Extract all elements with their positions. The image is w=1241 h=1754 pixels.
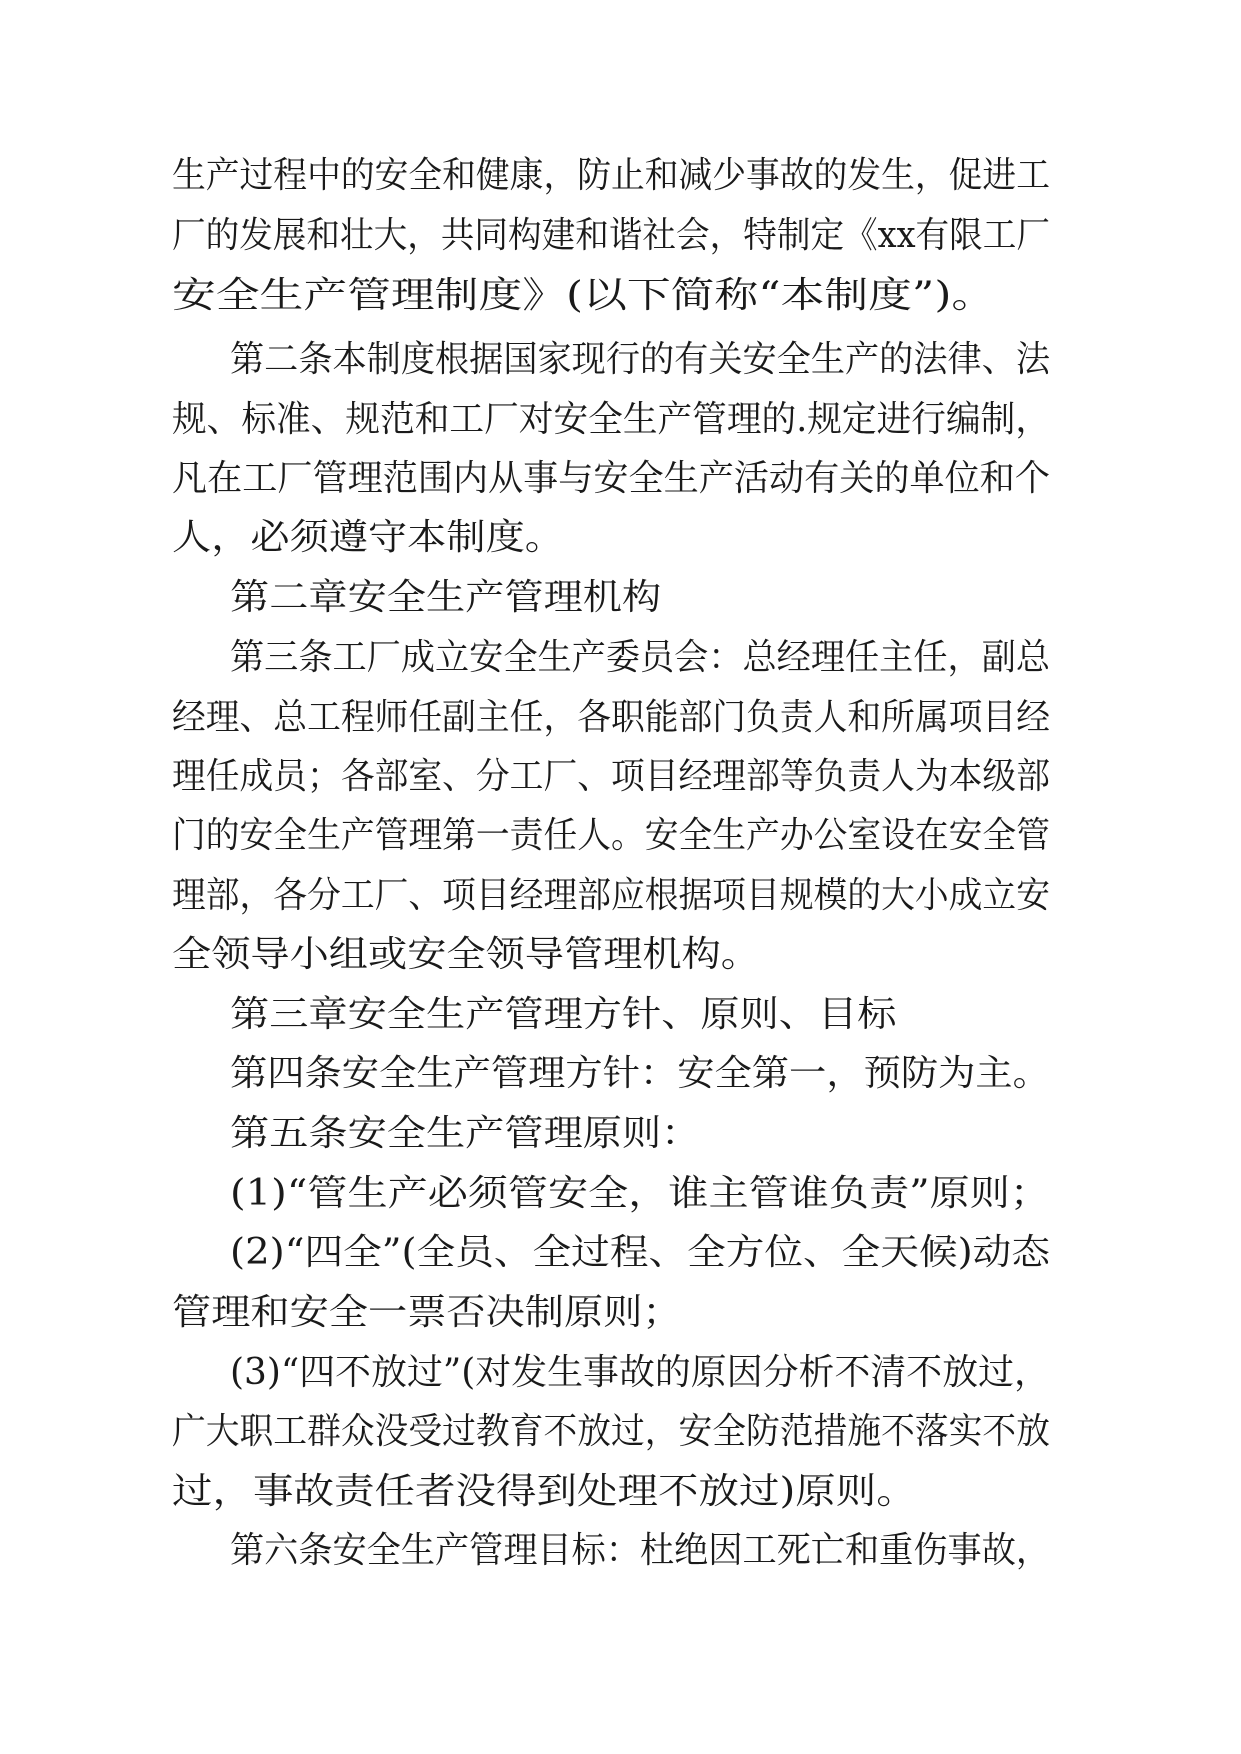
text-line	[0, 390, 1241, 450]
text-line-content: 生产过程中的安全和健康，防止和减少事故的发生，促进工	[172, 155, 1050, 196]
text-line-content: 凡在工厂管理范围内从事与安全生产活动有关的单位和个	[172, 458, 1050, 499]
text-line-content: 管理和安全一票否决制原则；	[172, 1292, 682, 1333]
text-line	[0, 206, 1241, 266]
text-line	[0, 1521, 1241, 1581]
text-line	[0, 1462, 1241, 1522]
list-item	[0, 1343, 1241, 1403]
text-line	[0, 1402, 1241, 1462]
text-line-content: 第二章安全生产管理机构	[230, 577, 662, 618]
text-line-content: 门的安全生产管理第一责任人。安全生产办公室设在安全管	[172, 815, 1050, 856]
text-line	[0, 146, 1241, 206]
text-line	[0, 1044, 1241, 1104]
list-item	[0, 1223, 1241, 1283]
text-line-content: 理任成员；各部室、分工厂、项目经理部等负责人为本级部	[172, 756, 1050, 797]
text-line-content: 第五条安全生产管理原则：	[230, 1113, 701, 1154]
chapter-heading	[0, 985, 1241, 1045]
text-line	[0, 688, 1241, 748]
text-line	[0, 1283, 1241, 1343]
text-line	[0, 747, 1241, 807]
text-line-content: 第三条工厂成立安全生产委员会：总经理任主任，副总	[230, 637, 1051, 678]
text-line-content: 第三章安全生产管理方针、原则、目标	[230, 994, 897, 1035]
text-line-content: 第六条安全生产管理目标：杜绝因工死亡和重伤事故，	[230, 1530, 1051, 1571]
text-line-content: 人，必须遵守本制度。	[172, 517, 564, 558]
text-line-content: 安全生产管理制度》(以下简称“本制度”)。	[172, 275, 996, 316]
text-line	[0, 330, 1241, 390]
text-line	[0, 866, 1241, 926]
text-line-content: 规、标准、规范和工厂对安全生产管理的.规定进行编制，	[172, 399, 1051, 440]
text-line-content: 经理、总工程师任副主任，各职能部门负责人和所属项目经	[172, 697, 1050, 738]
text-line-content: (2)“四全”(全员、全过程、全方位、全天候)动态	[230, 1232, 1050, 1273]
text-line	[0, 1104, 1241, 1164]
text-line-content: 广大职工群众没受过教育不放过，安全防范措施不落实不放	[172, 1411, 1050, 1452]
text-line	[0, 449, 1241, 509]
text-line	[0, 806, 1241, 866]
text-line	[0, 508, 1241, 568]
list-item	[0, 1164, 1241, 1224]
text-line-content: 过，事故责任者没得到处理不放过)原则。	[172, 1471, 917, 1512]
text-line-content: (3)“四不放过”(对发生事故的原因分析不清不放过，	[230, 1352, 1050, 1393]
text-line	[0, 266, 1241, 326]
text-line-content: (1)“管生产必须管安全，谁主管谁负责”原则；	[230, 1173, 1050, 1214]
text-line-content: 第二条本制度根据国家现行的有关安全生产的法律、法	[230, 339, 1051, 380]
text-line	[0, 925, 1241, 985]
chapter-heading	[0, 568, 1241, 628]
text-line-content: 第四条安全生产管理方针：安全第一，预防为主。	[230, 1053, 1050, 1094]
text-line	[0, 628, 1241, 688]
text-line-content: 理部，各分工厂、项目经理部应根据项目规模的大小成立安	[172, 875, 1050, 916]
text-line-content: 全领导小组或安全领导管理机构。	[172, 934, 761, 975]
text-line-content: 厂的发展和壮大，共同构建和谐社会，特制定《xx有限工厂	[172, 215, 1050, 256]
